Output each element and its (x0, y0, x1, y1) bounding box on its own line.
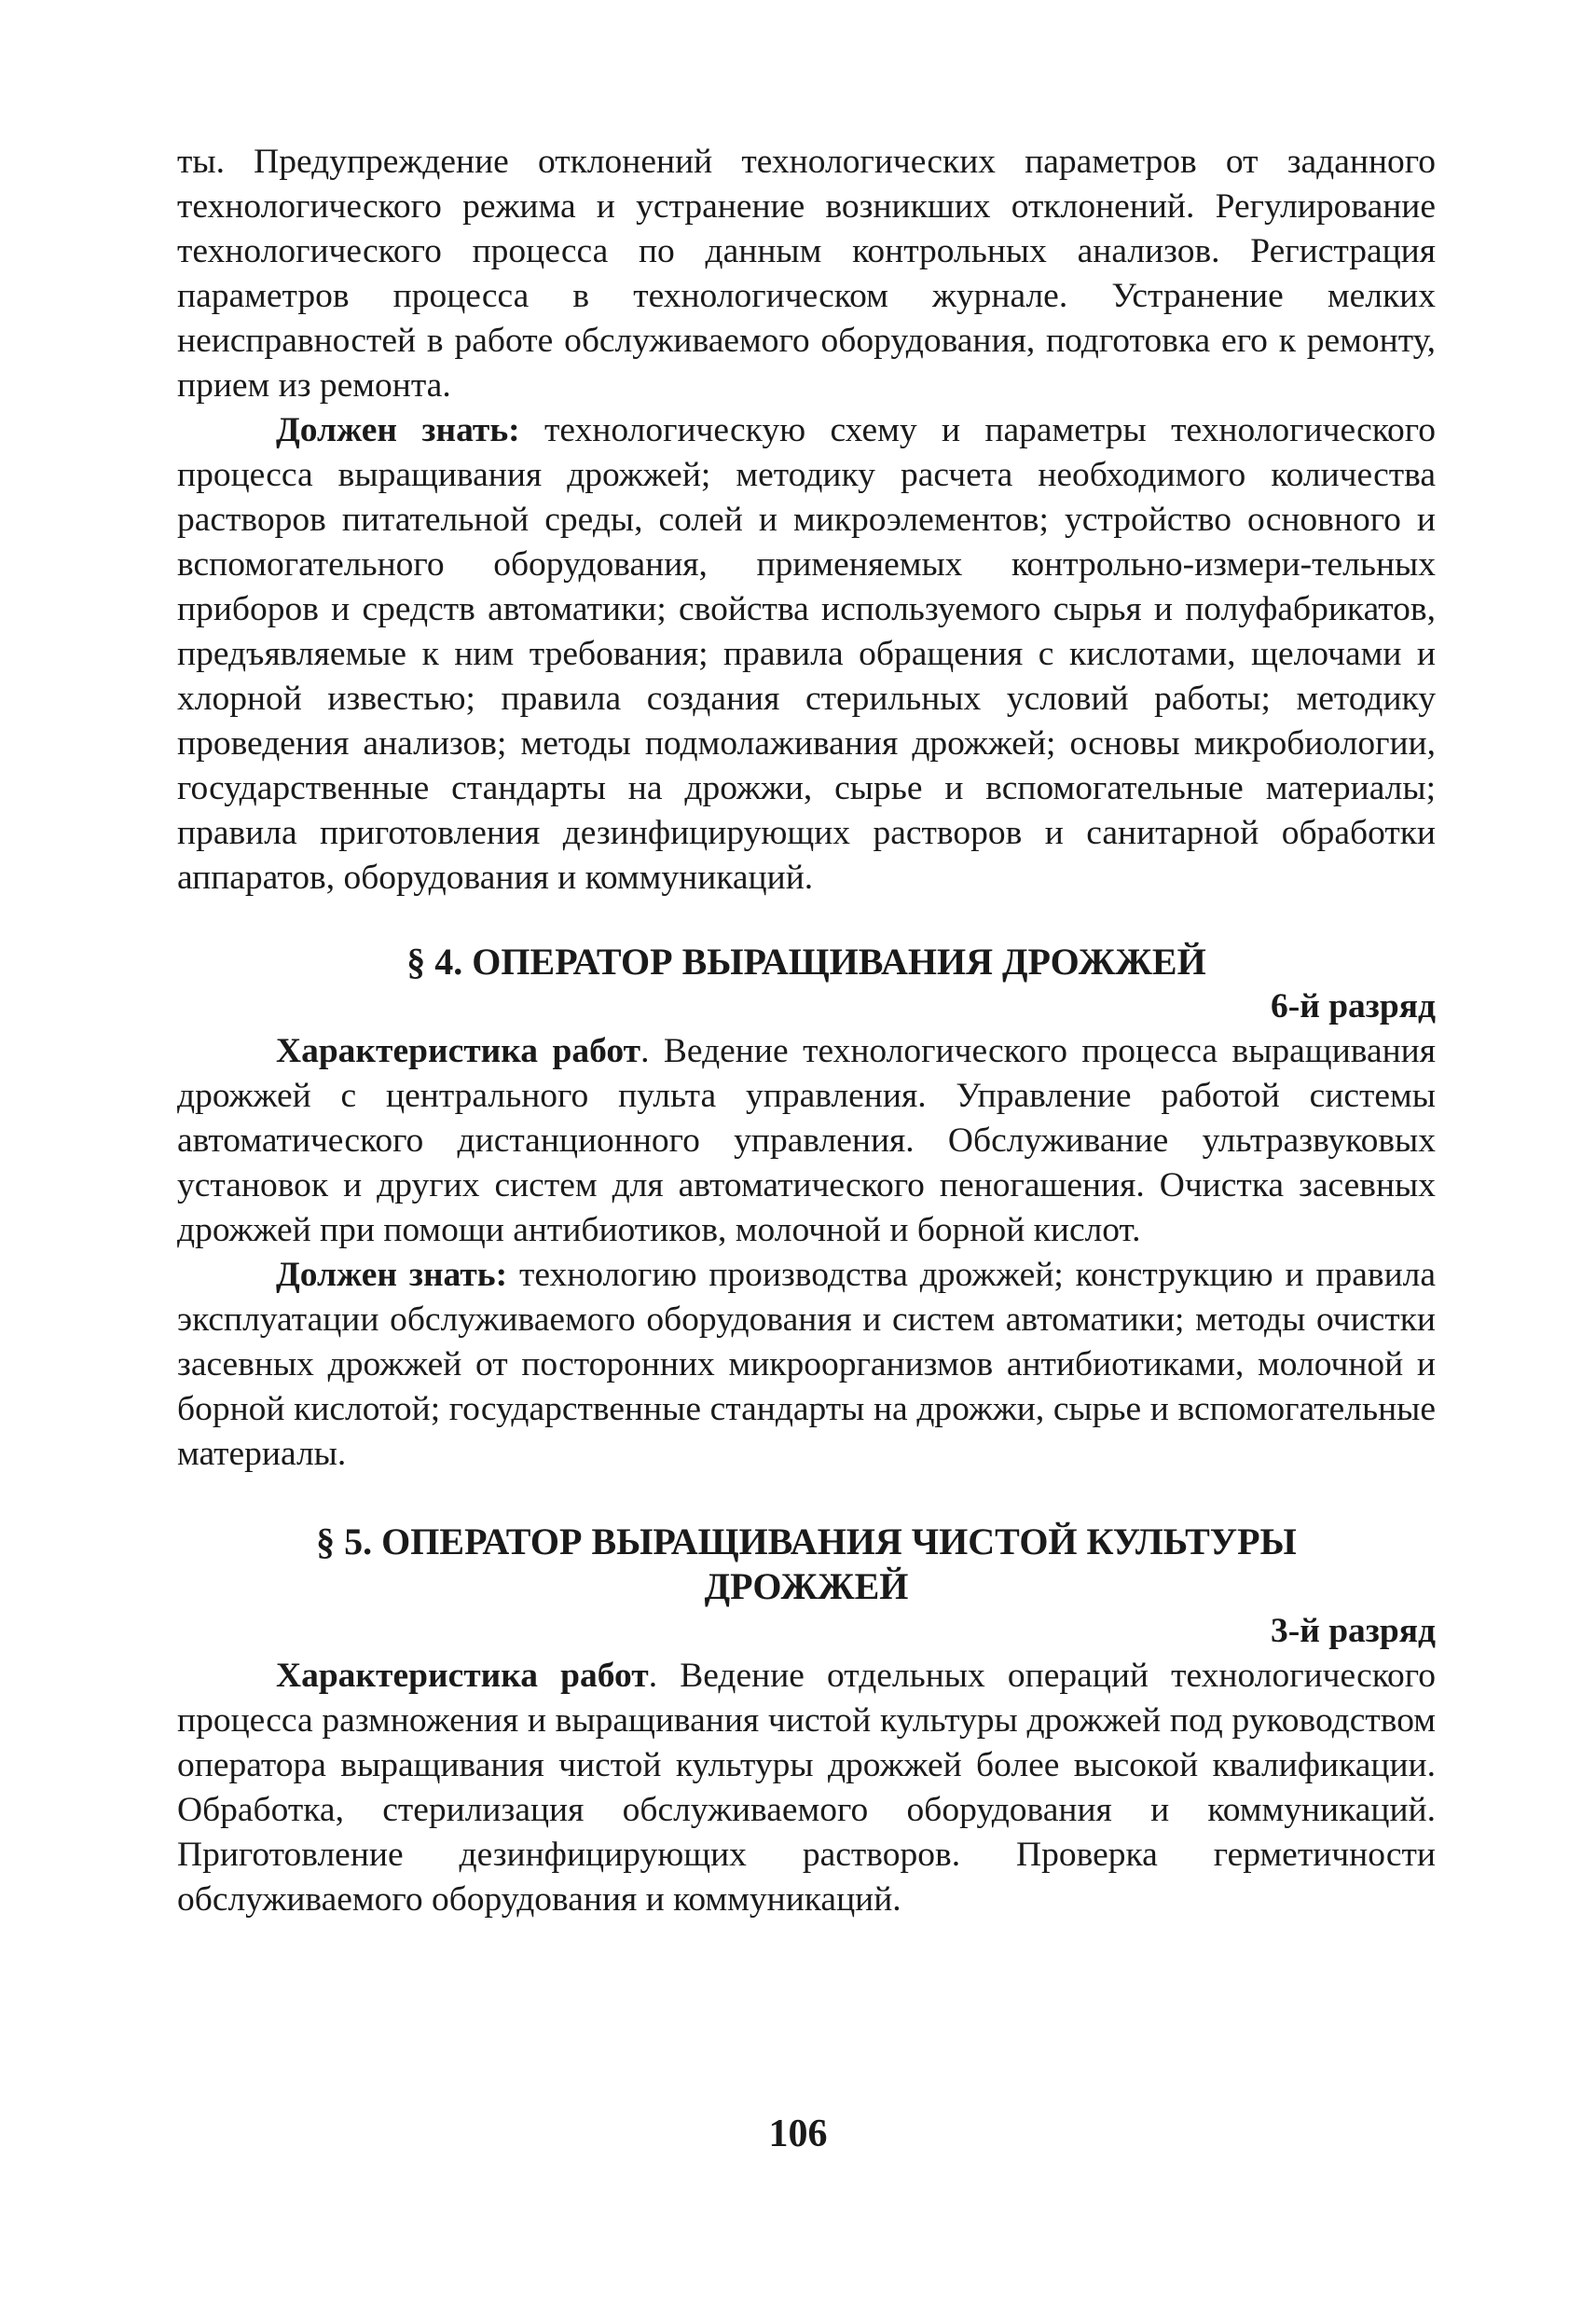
intro-paragraph: ты. Предупреждение отклонений технологических параметров от заданного технологического режима и устранение возникших отклонений. Регулирование технологического процесса по данным контрольных анализов. Регистрация параметров процесса в технологическом журнале. Устранение мелких неисправностей в работе обслуживаемого оборудования, подготовка его к ремонту, прием из ремонта. (177, 143, 1436, 405)
knowledge-label: Должен знать: (276, 1256, 508, 1294)
knowledge-text: технологическую схему и параметры технологического процесса выращивания дрожжей; методику расчета необходимого количества растворов питательной среды, солей и микроэлементов; устройство основного и вспомогательного оборудования, применяемых контрольно-измери-тельных приборов и средств автоматики; свойства используемого сырья и полуфабрикатов, предъявляемые к ним требования; правила обращения с кислотами, щелочами и хлорной известью; правила создания стерильных условий работы; методику проведения анализов; методы подмолаживания дрожжей; основы микробиологии, государственные стандарты на дрожжи, сырье и вспомогательные материалы; правила приготовления дезинфицирующих растворов и санитарной обработки аппаратов, оборудования и коммуникаций. (177, 411, 1436, 897)
page-number: 106 (768, 2112, 828, 2155)
section-5-title (177, 1520, 1436, 1609)
section-5-title-line-2: ДРОЖЖЕЙ (704, 1565, 909, 1607)
section-5-rank: 3-й разряд (1270, 1612, 1436, 1650)
intro-knowledge-paragraph (177, 408, 1436, 901)
section-4-rank: 6-й разряд (1270, 987, 1436, 1025)
section-4-characteristics (177, 1029, 1436, 1253)
section-4-knowledge (177, 1253, 1436, 1477)
characteristics-text: . Ведение технологического процесса выращивания дрожжей с центрального пульта управления. Управление работой системы автоматического дистанционного управления. Обслуживание ультразвуковых установок и других систем для автоматического пеногашения. Очистка засевных дрожжей при помощи антибиотиков, молочной и борной кислот. (177, 1032, 1436, 1249)
knowledge-label: Должен знать: (276, 411, 520, 449)
characteristics-label: Характеристика работ (276, 1657, 649, 1695)
section-4-title: § 4. ОПЕРАТОР ВЫРАЩИВАНИЯ ДРОЖЖЕЙ (406, 941, 1206, 983)
section-5-title-line-1: § 5. ОПЕРАТОР ВЫРАЩИВАНИЯ ЧИСТОЙ КУЛЬТУРЫ (316, 1521, 1297, 1562)
document-page (177, 140, 1436, 1922)
characteristics-text: . Ведение отдельных операций технологического процесса размножения и выращивания чистой культуры дрожжей под руководством оператора выращивания чистой культуры дрожжей более высокой квалификации. Обработка, стерилизация обслуживаемого оборудования и коммуникаций. Приготовление дезинфицирующих растворов. Проверка герметичности обслуживаемого оборудования и коммуникаций. (177, 1657, 1436, 1919)
knowledge-text: технологию производства дрожжей; конструкцию и правила эксплуатации обслуживаемого оборудования и систем автоматики; методы очистки засевных дрожжей от посторонних микроорганизмов антибиотиками, молочной и борной кислотой; государственные стандарты на дрожжи, сырье и вспомогательные материалы. (177, 1256, 1436, 1473)
section-5-characteristics (177, 1654, 1436, 1922)
characteristics-label: Характеристика работ (276, 1032, 641, 1070)
